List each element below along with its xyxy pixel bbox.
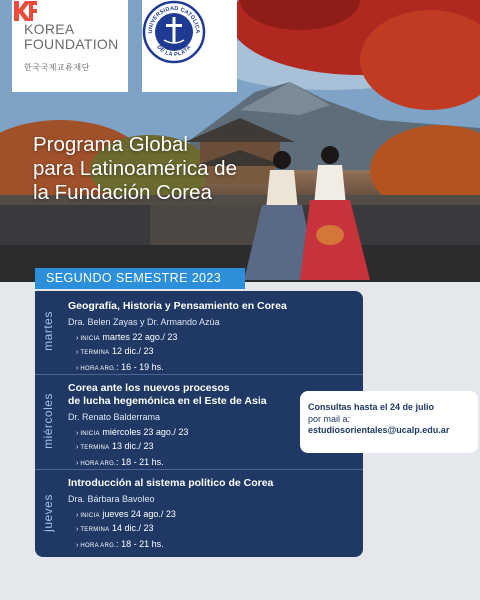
course-item: Introducción al sistema político de Corea Dra. Bárbara Bavoleo › INICIA jueves 24 ago./ 23 › TERMINA 14 dic./ 23 › HORA ARG.: 18 - 21 hs.	[68, 477, 355, 553]
divider	[35, 374, 363, 375]
course-time: : 18 - 21 hs.	[116, 539, 164, 549]
kf-mark-icon	[12, 0, 38, 22]
hero-photo	[0, 0, 480, 282]
course-item: Geografía, Historia y Pensamiento en Corea Dra. Belen Zayas y Dr. Armando Azúa › INICIA martes 22 ago./ 23 › TERMINA 12 dic./ 23 › HORA ARG.: 16 - 19 hs.	[68, 300, 355, 376]
course-title-line1: Corea ante los nuevos procesos	[68, 382, 230, 394]
start-date: jueves 24 ago./ 23	[102, 509, 176, 519]
time-tag: HORA ARG.	[80, 543, 117, 549]
course-item: Corea ante los nuevos procesos de lucha hegemónica en el Este de Asia Dr. Renato Balderrama › INICIA miércoles 23 ago./ 23 › TERMINA 13 dic./ 23 › HORA ARG.: 18 - 21 hs.	[68, 382, 355, 471]
ucalp-ring-bottom: DE LA PLATA	[155, 44, 193, 59]
course-professors: Dra. Belen Zayas y Dr. Armando Azúa	[68, 317, 220, 327]
day-label-martes: martes	[40, 311, 55, 351]
course-professors: Dra. Bárbara Bavoleo	[68, 494, 155, 504]
end-date: 13 dic./ 23	[111, 440, 154, 451]
korea-foundation-logo	[12, 0, 128, 92]
ucalp-ring-top: UNIVERSIDAD CATÓLICA	[147, 5, 201, 34]
start-tag: INICIA	[80, 431, 100, 437]
day-label-miercoles: miércoles	[40, 393, 55, 449]
ucalp-logo	[142, 0, 237, 92]
contact-info-box	[300, 391, 478, 453]
start-tag: INICIA	[80, 513, 100, 519]
title-line3: la Fundación Corea	[33, 181, 212, 204]
kf-logo-korean: 한국국제교류재단	[24, 63, 90, 72]
end-tag: TERMINA	[80, 526, 110, 533]
time-tag: HORA ARG.	[80, 461, 117, 467]
course-time: : 18 - 21 hs.	[116, 457, 164, 467]
start-date: miércoles 23 ago./ 23	[102, 427, 189, 437]
title-line2: para Latinoamérica de	[33, 157, 237, 180]
time-tag: HORA ARG.	[80, 366, 117, 372]
day-label-jueves: jueves	[40, 494, 55, 532]
inquiry-deadline: Consultas hasta el 24 de julio	[308, 402, 435, 412]
end-date: 12 dic./ 23	[111, 345, 154, 356]
end-tag: TERMINA	[80, 444, 110, 451]
start-tag: INICIA	[80, 336, 100, 342]
kf-logo-line1: KOREA	[24, 21, 75, 37]
course-professors: Dr. Renato Balderrama	[68, 412, 161, 422]
end-date: 14 dic./ 23	[111, 522, 154, 533]
course-title: Geografía, Historia y Pensamiento en Corea	[68, 300, 287, 312]
by-mail-label: por mail a:	[308, 413, 351, 424]
course-time: : 16 - 19 hs.	[116, 362, 164, 372]
kf-logo-line2: FOUNDATION	[24, 36, 119, 52]
start-date: martes 22 ago./ 23	[102, 332, 178, 342]
contact-email[interactable]: estudiosorientales@ucalp.edu.ar	[308, 425, 450, 435]
page-title	[33, 133, 237, 205]
divider	[35, 469, 363, 470]
course-title: Introducción al sistema político de Corea	[68, 477, 274, 489]
end-tag: TERMINA	[80, 349, 110, 356]
semester-banner: SEGUNDO SEMESTRE 2023	[35, 268, 245, 289]
ucalp-seal-icon	[142, 0, 206, 64]
course-title-line2: de lucha hegemónica en el Este de Asia	[68, 395, 267, 407]
title-line1: Programa Global	[33, 133, 188, 156]
